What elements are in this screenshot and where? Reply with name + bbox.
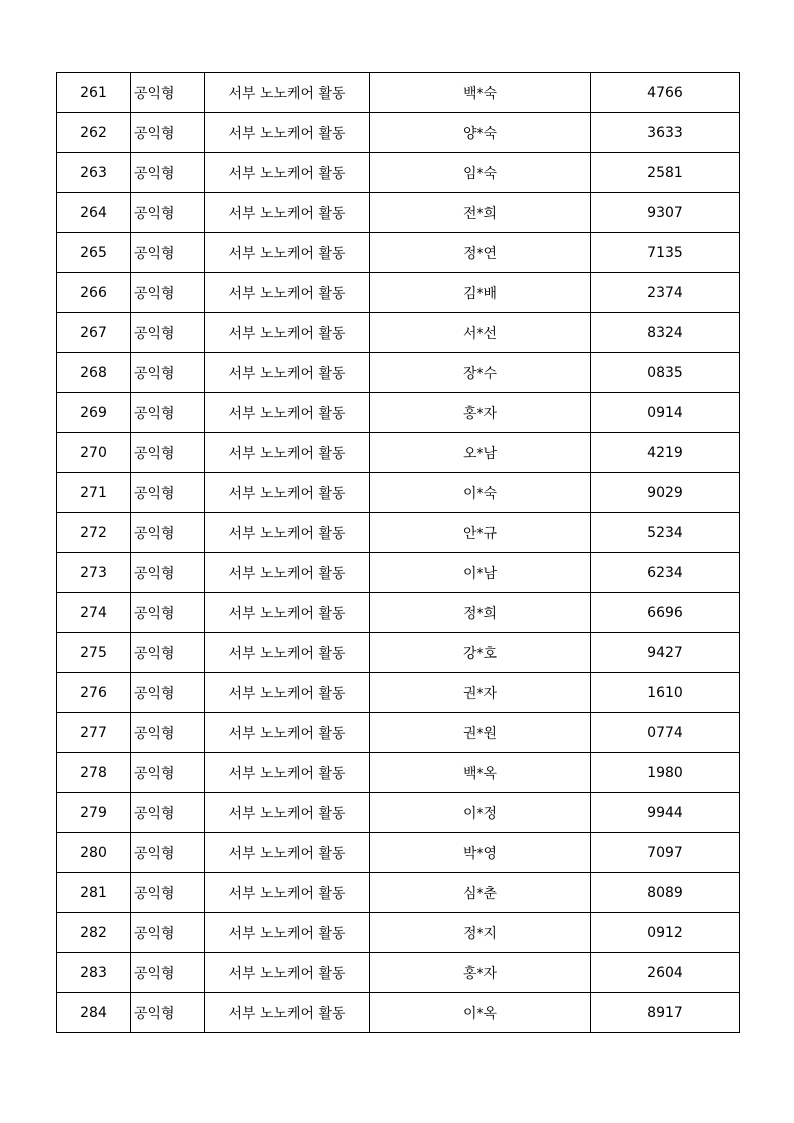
row-number-cell: 267 xyxy=(57,313,131,353)
participant-name-cell: 백*숙 xyxy=(370,73,591,113)
table-row xyxy=(57,433,740,473)
row-number-cell: 270 xyxy=(57,433,131,473)
id-code-cell: 8089 xyxy=(591,873,740,913)
row-number-cell: 263 xyxy=(57,153,131,193)
program-type-cell: 공익형 xyxy=(131,953,205,993)
participant-name-cell: 전*희 xyxy=(370,193,591,233)
program-type-cell: 공익형 xyxy=(131,633,205,673)
id-code-cell: 6234 xyxy=(591,553,740,593)
row-number-cell: 261 xyxy=(57,73,131,113)
table-row xyxy=(57,73,740,113)
table-row xyxy=(57,593,740,633)
id-code-cell: 2604 xyxy=(591,953,740,993)
participant-name-cell: 박*영 xyxy=(370,833,591,873)
id-code-cell: 3633 xyxy=(591,113,740,153)
row-number-cell: 281 xyxy=(57,873,131,913)
row-number-cell: 266 xyxy=(57,273,131,313)
participant-name-cell: 백*옥 xyxy=(370,753,591,793)
row-number-cell: 277 xyxy=(57,713,131,753)
activity-cell: 서부 노노케어 활동 xyxy=(205,233,370,273)
id-code-cell: 1980 xyxy=(591,753,740,793)
program-type-cell: 공익형 xyxy=(131,873,205,913)
program-type-cell: 공익형 xyxy=(131,73,205,113)
program-type-cell: 공익형 xyxy=(131,193,205,233)
activity-cell: 서부 노노케어 활동 xyxy=(205,393,370,433)
program-type-cell: 공익형 xyxy=(131,553,205,593)
table-row xyxy=(57,953,740,993)
activity-cell: 서부 노노케어 활동 xyxy=(205,513,370,553)
row-number-cell: 283 xyxy=(57,953,131,993)
program-type-cell: 공익형 xyxy=(131,433,205,473)
program-type-cell: 공익형 xyxy=(131,593,205,633)
activity-cell: 서부 노노케어 활동 xyxy=(205,73,370,113)
table-row xyxy=(57,393,740,433)
program-type-cell: 공익형 xyxy=(131,673,205,713)
id-code-cell: 0835 xyxy=(591,353,740,393)
activity-cell: 서부 노노케어 활동 xyxy=(205,313,370,353)
activity-cell: 서부 노노케어 활동 xyxy=(205,553,370,593)
table-row xyxy=(57,713,740,753)
table-row xyxy=(57,553,740,593)
id-code-cell: 4766 xyxy=(591,73,740,113)
program-type-cell: 공익형 xyxy=(131,753,205,793)
row-number-cell: 279 xyxy=(57,793,131,833)
table-row xyxy=(57,473,740,513)
activity-cell: 서부 노노케어 활동 xyxy=(205,833,370,873)
table-row xyxy=(57,753,740,793)
row-number-cell: 282 xyxy=(57,913,131,953)
program-type-cell: 공익형 xyxy=(131,473,205,513)
activity-cell: 서부 노노케어 활동 xyxy=(205,633,370,673)
table-row xyxy=(57,833,740,873)
row-number-cell: 262 xyxy=(57,113,131,153)
activity-cell: 서부 노노케어 활동 xyxy=(205,793,370,833)
id-code-cell: 8917 xyxy=(591,993,740,1033)
participant-name-cell: 권*자 xyxy=(370,673,591,713)
program-type-cell: 공익형 xyxy=(131,353,205,393)
id-code-cell: 0912 xyxy=(591,913,740,953)
participant-name-cell: 홍*자 xyxy=(370,953,591,993)
participant-name-cell: 임*숙 xyxy=(370,153,591,193)
participant-name-cell: 이*정 xyxy=(370,793,591,833)
activity-cell: 서부 노노케어 활동 xyxy=(205,673,370,713)
row-number-cell: 264 xyxy=(57,193,131,233)
activity-cell: 서부 노노케어 활동 xyxy=(205,953,370,993)
row-number-cell: 278 xyxy=(57,753,131,793)
participant-name-cell: 안*규 xyxy=(370,513,591,553)
id-code-cell: 9427 xyxy=(591,633,740,673)
participant-name-cell: 서*선 xyxy=(370,313,591,353)
participant-name-cell: 정*지 xyxy=(370,913,591,953)
row-number-cell: 271 xyxy=(57,473,131,513)
participant-name-cell: 강*호 xyxy=(370,633,591,673)
table-row xyxy=(57,993,740,1033)
id-code-cell: 5234 xyxy=(591,513,740,553)
table-row xyxy=(57,193,740,233)
program-type-cell: 공익형 xyxy=(131,513,205,553)
activity-cell: 서부 노노케어 활동 xyxy=(205,593,370,633)
participant-name-cell: 김*배 xyxy=(370,273,591,313)
program-type-cell: 공익형 xyxy=(131,273,205,313)
id-code-cell: 8324 xyxy=(591,313,740,353)
activity-cell: 서부 노노케어 활동 xyxy=(205,873,370,913)
row-number-cell: 284 xyxy=(57,993,131,1033)
table-row xyxy=(57,313,740,353)
participant-name-cell: 오*남 xyxy=(370,433,591,473)
program-type-cell: 공익형 xyxy=(131,833,205,873)
activity-cell: 서부 노노케어 활동 xyxy=(205,113,370,153)
participant-name-cell: 이*숙 xyxy=(370,473,591,513)
table-row xyxy=(57,513,740,553)
participant-name-cell: 이*남 xyxy=(370,553,591,593)
program-type-cell: 공익형 xyxy=(131,793,205,833)
table-row xyxy=(57,113,740,153)
table-row xyxy=(57,673,740,713)
program-type-cell: 공익형 xyxy=(131,993,205,1033)
activity-cell: 서부 노노케어 활동 xyxy=(205,273,370,313)
participant-table-page xyxy=(56,72,740,1033)
id-code-cell: 7097 xyxy=(591,833,740,873)
participant-name-cell: 홍*자 xyxy=(370,393,591,433)
program-type-cell: 공익형 xyxy=(131,313,205,353)
id-code-cell: 9307 xyxy=(591,193,740,233)
participant-name-cell: 장*수 xyxy=(370,353,591,393)
row-number-cell: 268 xyxy=(57,353,131,393)
program-type-cell: 공익형 xyxy=(131,393,205,433)
participant-name-cell: 심*춘 xyxy=(370,873,591,913)
id-code-cell: 2581 xyxy=(591,153,740,193)
program-type-cell: 공익형 xyxy=(131,113,205,153)
program-type-cell: 공익형 xyxy=(131,913,205,953)
participant-name-cell: 이*옥 xyxy=(370,993,591,1033)
row-number-cell: 269 xyxy=(57,393,131,433)
table-row xyxy=(57,273,740,313)
activity-cell: 서부 노노케어 활동 xyxy=(205,993,370,1033)
table-row xyxy=(57,353,740,393)
id-code-cell: 4219 xyxy=(591,433,740,473)
activity-cell: 서부 노노케어 활동 xyxy=(205,353,370,393)
activity-cell: 서부 노노케어 활동 xyxy=(205,473,370,513)
activity-cell: 서부 노노케어 활동 xyxy=(205,193,370,233)
activity-cell: 서부 노노케어 활동 xyxy=(205,753,370,793)
row-number-cell: 273 xyxy=(57,553,131,593)
row-number-cell: 280 xyxy=(57,833,131,873)
table-row xyxy=(57,153,740,193)
id-code-cell: 0914 xyxy=(591,393,740,433)
id-code-cell: 2374 xyxy=(591,273,740,313)
id-code-cell: 1610 xyxy=(591,673,740,713)
row-number-cell: 265 xyxy=(57,233,131,273)
row-number-cell: 272 xyxy=(57,513,131,553)
table-row xyxy=(57,873,740,913)
row-number-cell: 275 xyxy=(57,633,131,673)
table-row xyxy=(57,633,740,673)
row-number-cell: 274 xyxy=(57,593,131,633)
program-type-cell: 공익형 xyxy=(131,233,205,273)
id-code-cell: 0774 xyxy=(591,713,740,753)
row-number-cell: 276 xyxy=(57,673,131,713)
program-type-cell: 공익형 xyxy=(131,713,205,753)
participant-name-cell: 정*연 xyxy=(370,233,591,273)
id-code-cell: 6696 xyxy=(591,593,740,633)
table-body xyxy=(57,73,740,1033)
table-row xyxy=(57,913,740,953)
activity-cell: 서부 노노케어 활동 xyxy=(205,433,370,473)
activity-cell: 서부 노노케어 활동 xyxy=(205,153,370,193)
activity-cell: 서부 노노케어 활동 xyxy=(205,913,370,953)
id-code-cell: 7135 xyxy=(591,233,740,273)
table-row xyxy=(57,233,740,273)
participant-name-cell: 권*원 xyxy=(370,713,591,753)
id-code-cell: 9944 xyxy=(591,793,740,833)
participant-name-cell: 정*희 xyxy=(370,593,591,633)
participant-name-cell: 양*숙 xyxy=(370,113,591,153)
id-code-cell: 9029 xyxy=(591,473,740,513)
program-type-cell: 공익형 xyxy=(131,153,205,193)
table-row xyxy=(57,793,740,833)
participant-table xyxy=(56,72,740,1033)
activity-cell: 서부 노노케어 활동 xyxy=(205,713,370,753)
